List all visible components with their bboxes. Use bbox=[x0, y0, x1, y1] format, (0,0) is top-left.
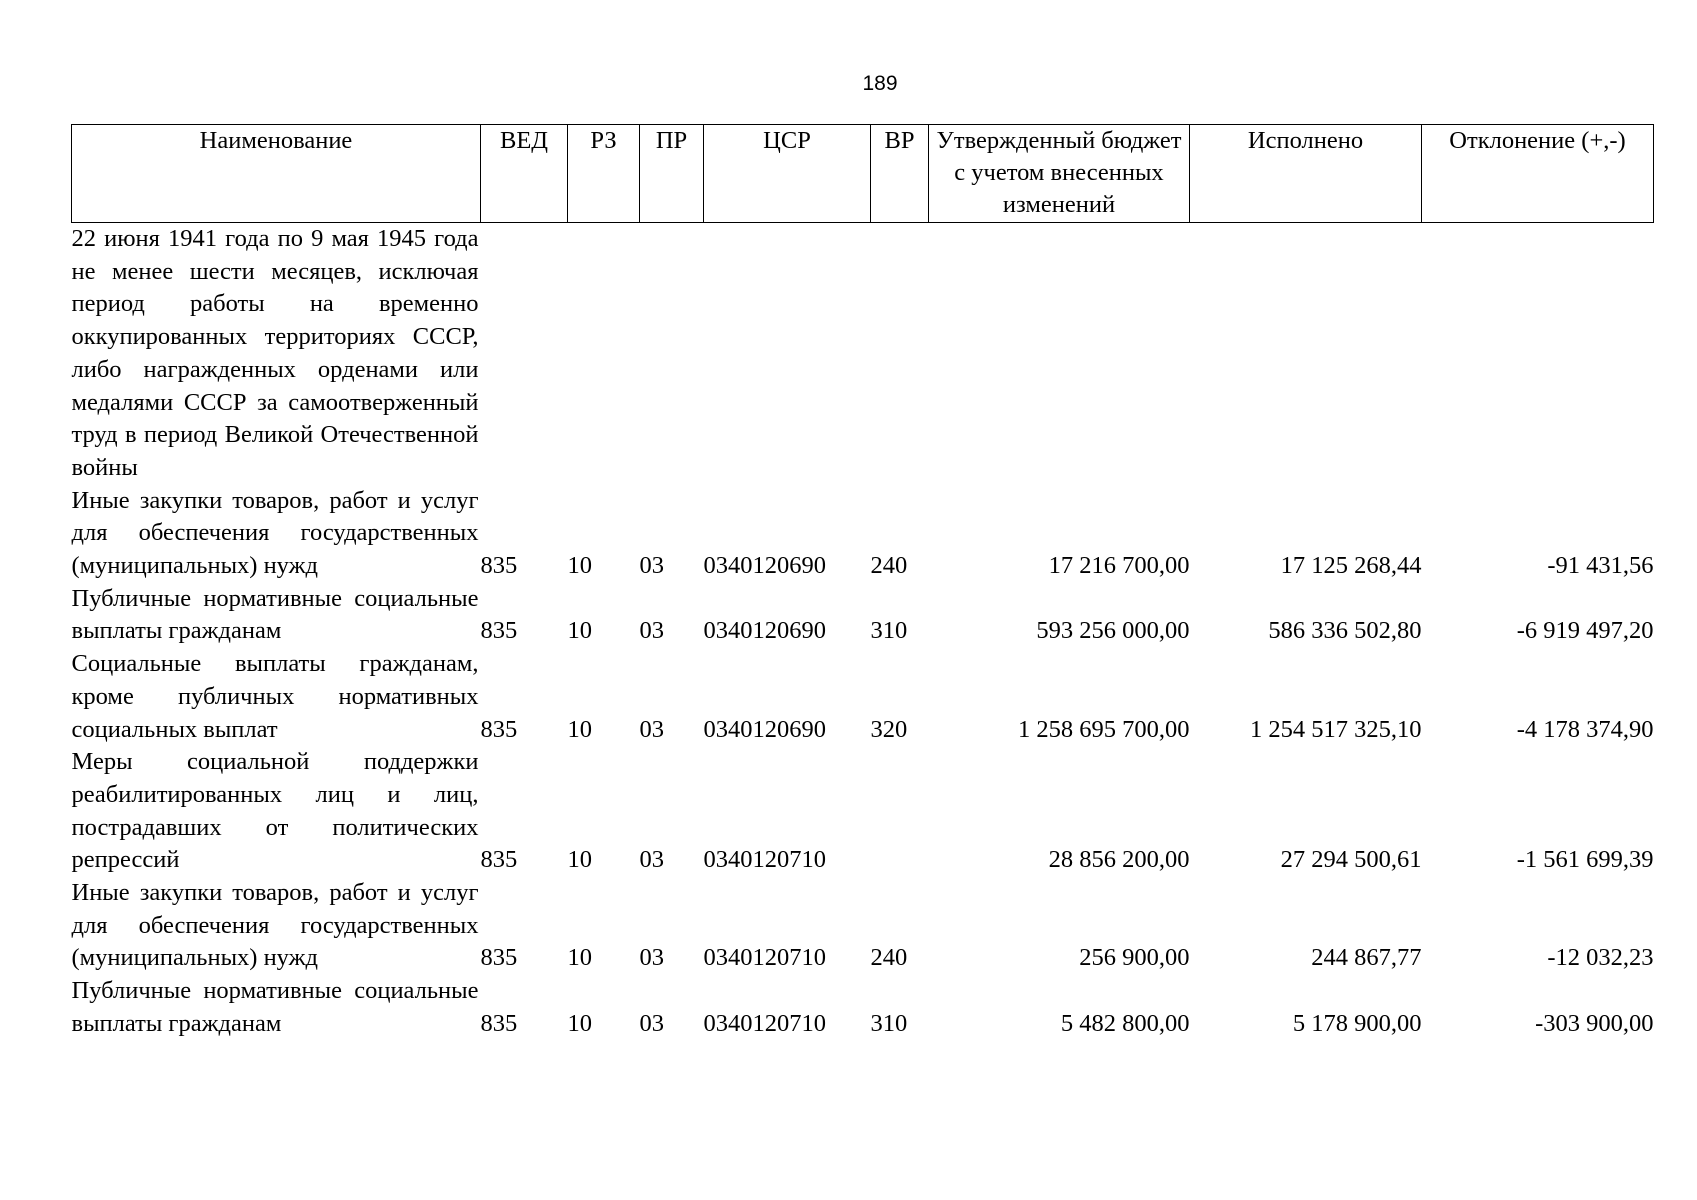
row-name: Иные закупки товаров, работ и услуг для обеспечения государственных (муниципальных) нужд bbox=[71, 879, 479, 972]
row-rz: 10 bbox=[567, 617, 592, 645]
page-number: 189 bbox=[862, 72, 898, 95]
header-executed: Исполнено bbox=[1190, 125, 1422, 223]
row-budget: 256 900,00 bbox=[1079, 944, 1190, 972]
row-vr: 240 bbox=[870, 944, 908, 972]
row-budget: 28 856 200,00 bbox=[1048, 846, 1190, 874]
header-pr: ПР bbox=[640, 125, 704, 223]
row-deviation: -303 900,00 bbox=[1535, 1009, 1654, 1037]
row-rz: 10 bbox=[567, 715, 592, 743]
row-executed: 586 336 502,80 bbox=[1268, 617, 1422, 645]
header-csr: ЦСР bbox=[704, 125, 871, 223]
row-deviation: -91 431,56 bbox=[1547, 552, 1654, 580]
row-vr: 240 bbox=[870, 552, 908, 580]
row-pr: 03 bbox=[639, 846, 664, 874]
row-csr: 0340120690 bbox=[703, 552, 826, 580]
row-ved: 835 bbox=[480, 617, 518, 645]
row-rz: 10 bbox=[567, 1009, 592, 1037]
table-row bbox=[72, 746, 1654, 877]
row-vr: 310 bbox=[870, 617, 908, 645]
row-ved: 835 bbox=[480, 552, 518, 580]
table-row bbox=[72, 223, 1654, 485]
header-budget: Утвержденный бюджет с учетом внесенных изменений bbox=[929, 125, 1190, 223]
row-name: Публичные нормативные социальные выплаты гражданам bbox=[71, 977, 479, 1037]
row-rz: 10 bbox=[567, 846, 592, 874]
row-name: Иные закупки товаров, работ и услуг для обеспечения государственных (муниципальных) нужд bbox=[71, 486, 479, 580]
row-deviation: -4 178 374,90 bbox=[1516, 715, 1654, 743]
row-ved: 835 bbox=[480, 944, 518, 972]
row-deviation bbox=[1422, 223, 1654, 485]
row-rz: 10 bbox=[567, 944, 592, 972]
row-deviation: -1 561 699,39 bbox=[1516, 846, 1654, 874]
row-deviation: -6 919 497,20 bbox=[1516, 617, 1654, 645]
row-name: Социальные выплаты гражданам, кроме публичных нормативных социальных выплат bbox=[71, 650, 479, 743]
row-vr: 310 bbox=[870, 1009, 908, 1037]
row-csr: 0340120690 bbox=[703, 617, 826, 645]
row-pr: 03 bbox=[639, 944, 664, 972]
row-ved: 835 bbox=[480, 715, 518, 743]
row-csr: 0340120710 bbox=[703, 1009, 826, 1037]
row-budget: 593 256 000,00 bbox=[1036, 617, 1190, 645]
budget-table bbox=[71, 124, 1654, 1041]
row-rz: 10 bbox=[567, 552, 592, 580]
header-rz: РЗ bbox=[568, 125, 640, 223]
row-executed: 27 294 500,61 bbox=[1280, 846, 1422, 874]
table-row bbox=[72, 975, 1654, 1040]
row-ved: 835 bbox=[480, 1009, 518, 1037]
row-vr bbox=[871, 223, 929, 485]
row-csr: 0340120710 bbox=[703, 944, 826, 972]
row-pr: 03 bbox=[639, 552, 664, 580]
row-budget: 17 216 700,00 bbox=[1048, 552, 1190, 580]
header-ved: ВЕД bbox=[481, 125, 568, 223]
row-csr: 0340120710 bbox=[703, 846, 826, 874]
row-executed: 17 125 268,44 bbox=[1280, 552, 1422, 580]
table-row bbox=[72, 583, 1654, 648]
row-csr bbox=[704, 223, 871, 485]
row-vr bbox=[871, 746, 929, 877]
row-rz bbox=[568, 223, 640, 485]
row-pr: 03 bbox=[639, 1009, 664, 1037]
row-budget bbox=[929, 223, 1190, 485]
table-row bbox=[72, 648, 1654, 746]
row-ved bbox=[481, 223, 568, 485]
row-pr: 03 bbox=[639, 617, 664, 645]
row-name: Публичные нормативные социальные выплаты гражданам bbox=[71, 584, 479, 645]
row-executed: 5 178 900,00 bbox=[1292, 1009, 1422, 1037]
row-budget: 1 258 695 700,00 bbox=[1018, 715, 1190, 743]
row-executed bbox=[1190, 223, 1422, 485]
header-name: Наименование bbox=[72, 125, 481, 223]
row-pr: 03 bbox=[639, 715, 664, 743]
row-deviation: -12 032,23 bbox=[1547, 944, 1654, 972]
header-deviation: Отклонение (+,-) bbox=[1422, 125, 1654, 223]
table-header-row bbox=[72, 125, 1654, 223]
row-name: 22 июня 1941 года по 9 мая 1945 года не менее шести месяцев, исключая период работы на временно оккупированных территориях СССР, либо награжденных орденами или медалями СССР за самоотверженный труд в период Великой Отечественной войны bbox=[71, 225, 479, 481]
table-row bbox=[72, 877, 1654, 975]
row-executed: 1 254 517 325,10 bbox=[1250, 715, 1422, 743]
row-pr bbox=[640, 223, 704, 485]
row-ved: 835 bbox=[480, 846, 518, 874]
row-name: Меры социальной поддержки реабилитированных лиц и лиц, пострадавших от политических репрессий bbox=[71, 748, 479, 874]
header-vr: ВР bbox=[871, 125, 929, 223]
table-row bbox=[72, 485, 1654, 583]
row-csr: 0340120690 bbox=[703, 715, 826, 743]
row-budget: 5 482 800,00 bbox=[1060, 1009, 1190, 1037]
row-executed: 244 867,77 bbox=[1311, 944, 1422, 972]
row-vr: 320 bbox=[870, 715, 908, 743]
